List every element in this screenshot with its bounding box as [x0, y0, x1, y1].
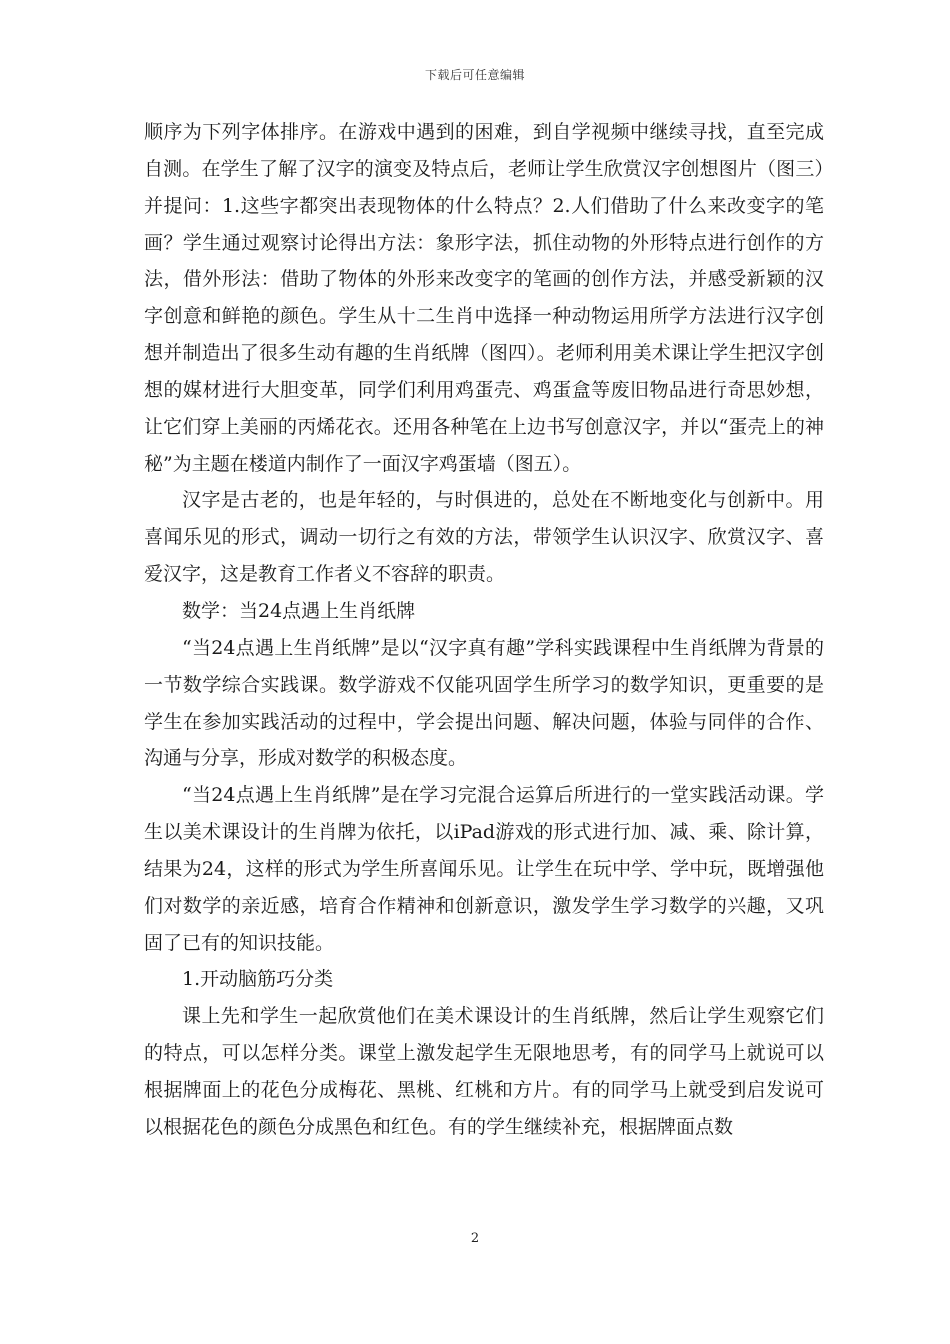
- paragraph-math-activity: “当24点遇上生肖纸牌”是在学习完混合运算后所进行的一堂实践活动课。学生以美术课设计的生肖牌为依托，以iPad游戏的形式进行加、减、乘、除计算，结果为24，这样的形式为学生所喜闻乐见。让学生在玩中学、学中玩，既增强他们对数学的亲近感，培育合作精神和创新意识，激发学生学习数学的兴趣，又巩固了已有的知识技能。: [144, 784, 824, 954]
- page-header: 下载后可任意编辑: [424, 68, 525, 82]
- paragraph-math-intro: “当24点遇上生肖纸牌”是以“汉字真有趣”学科实践课程中生肖纸牌为背景的一节数学综合实践课。数学游戏不仅能巩固学生所学习的数学知识，更重要的是学生在参加实践活动的过程中，学会提出问题、解决问题，体验与同伴的合作、沟通与分享，形成对数学的积极态度。: [144, 636, 824, 770]
- page-number: 2: [470, 1231, 480, 1246]
- paragraph-classify: 课上先和学生一起欣赏他们在美术课设计的生肖纸牌，然后让学生观察它们的特点，可以怎样分类。课堂上激发起学生无限地思考，有的同学马上就说可以根据牌面上的花色分成梅花、黑桃、红桃和方片。有的同学马上就受到启发说可以根据花色的颜色分成黑色和红色。有的学生继续补充，根据牌面点数: [144, 1005, 824, 1138]
- paragraph-hanzi-summary: 汉字是古老的，也是年轻的，与时俱进的，总处在不断地变化与创新中。用喜闻乐见的形式，调动一切行之有效的方法，带领学生认识汉字、欣赏汉字、喜爱汉字，这是教育工作者义不容辞的职责。: [144, 489, 824, 586]
- document-body: [144, 114, 824, 1146]
- paragraph-continuation: 顺序为下列字体排序。在游戏中遇到的困难，到自学视频中继续寻找，直至完成自测。在学生了解了汉字的演变及特点后，老师让学生欣赏汉字创想图片（图三）并提问：1.这些字都突出表现物体的什么特点？2.人们借助了什么来改变字的笔画？学生通过观察讨论得出方法：象形字法，抓住动物的外形特点进行创作的方法，借外形法：借助了物体的外形来改变字的笔画的创作方法，并感受新颖的汉字创意和鲜艳的颜色。学生从十二生肖中选择一种动物运用所学方法进行汉字创想并制造出了很多生动有趣的生肖纸牌（图四）。老师利用美术课让学生把汉字创想的媒材进行大胆变革，同学们利用鸡蛋壳、鸡蛋盒等废旧物品进行奇思妙想，让它们穿上美丽的丙烯花衣。还用各种笔在上边书写创意汉字，并以“蛋壳上的神秘”为主题在楼道内制作了一面汉字鸡蛋墙（图五）。: [144, 121, 824, 475]
- section-heading-math: 数学：当24点遇上生肖纸牌: [182, 599, 416, 622]
- subsection-heading-classify: 1.开动脑筋巧分类: [182, 968, 334, 991]
